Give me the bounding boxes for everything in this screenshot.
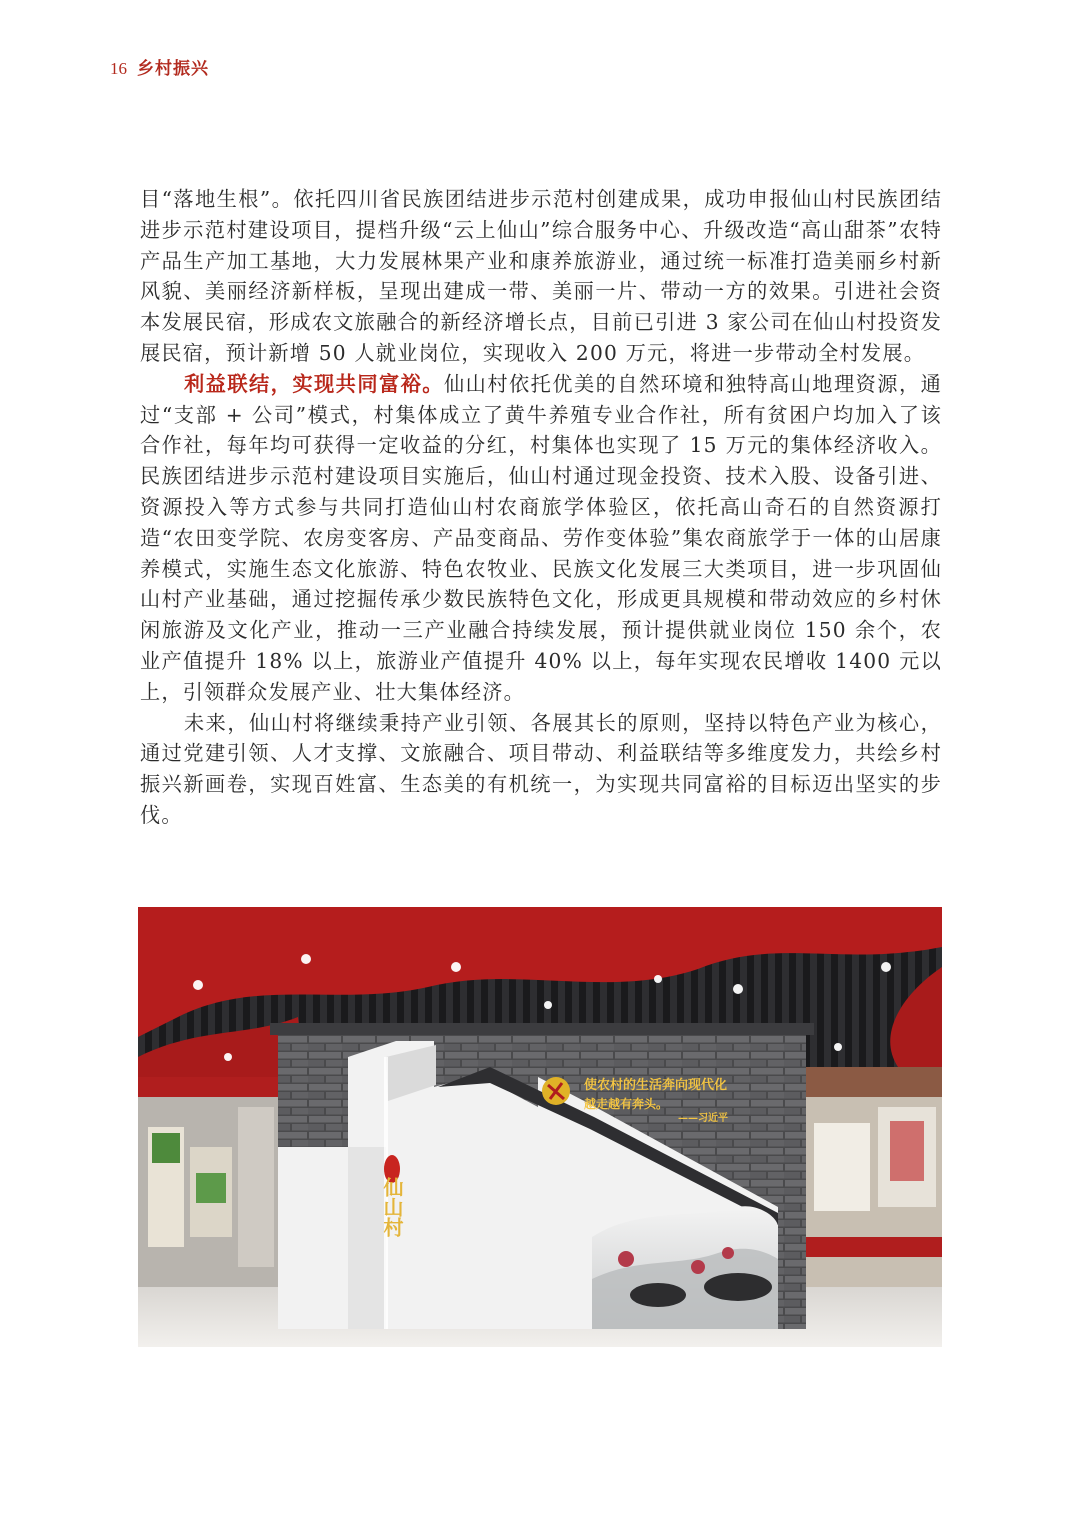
- paragraph-2: [140, 369, 942, 708]
- paragraph-2-lead: 利益联结，实现共同富裕。: [184, 371, 444, 396]
- section-title: 乡村振兴: [137, 59, 209, 79]
- village-name-sign: 仙山村: [380, 1177, 404, 1237]
- article-body: [140, 184, 942, 831]
- paragraph-3: 未来，仙山村将继续秉持产业引领、各展其长的原则，坚持以特色产业为核心，通过党建引领、人才支撑、文旅融合、项目带动、利益联结等多维度发力，共绘乡村振兴新画卷，实现百姓富、生态美的有机统一，为实现共同富裕的目标迈出坚实的步伐。: [140, 710, 942, 827]
- paragraph-2-body: 仙山村依托优美的自然环境和独特高山地理资源，通过“支部 + 公司”模式，村集体成立了黄牛养殖专业合作社，所有贫困户均加入了该合作社，每年均可获得一定收益的分红，村集体也实现了 15 万元的集体经济收入。民族团结进步示范村建设项目实施后，仙山村通过现金投资、技术入股、设备引进、资源投入等方式参与共同打造仙山村农商旅学体验区，依托高山奇石的自然资源打造“农田变学院、农房变客房、产品变商品、劳作变体验”集农商旅学于一体的山居康养模式，实施生态文化旅游、特色农牧业、民族文化发展三大类项目，进一步巩固仙山村产业基础，通过挖掘传承少数民族特色文化，形成更具规模和带动效应的乡村休闲旅游及文化产业，推动一三产业融合持续发展，预计提供就业岗位 150 余个，农业产值提升 18% 以上，旅游业产值提升 40% 以上，每年实现农民增收 1400 元以上，引领群众发展产业、壮大集体经济。: [140, 371, 942, 704]
- running-head: [110, 54, 209, 79]
- plaque-line-1: 使农村的生活奔向现代化: [584, 1078, 728, 1093]
- plaque-line-2: 越走越有奔头。: [584, 1097, 669, 1111]
- page-number: 16: [110, 59, 127, 78]
- paragraph-1: 目“落地生根”。依托四川省民族团结进步示范村创建成果，成功申报仙山村民族团结进步示范村建设项目，提档升级“云上仙山”综合服务中心、升级改造“高山甜茶”农特产品生产加工基地，大力发展林果产业和康养旅游业，通过统一标准打造美丽乡村新风貌、美丽经济新样板，呈现出建成一带、美丽一片、带动一方的效果。引进社会资本发展民宿，形成农文旅融合的新经济增长点，目前已引进 3 家公司在仙山村投资发展民宿，预计新增 50 人就业岗位，实现收入 200 万元，将进一步带动全村发展。: [140, 187, 942, 365]
- exhibition-hall-photo: [138, 907, 942, 1347]
- plaque-attribution: ——习近平: [678, 1113, 728, 1124]
